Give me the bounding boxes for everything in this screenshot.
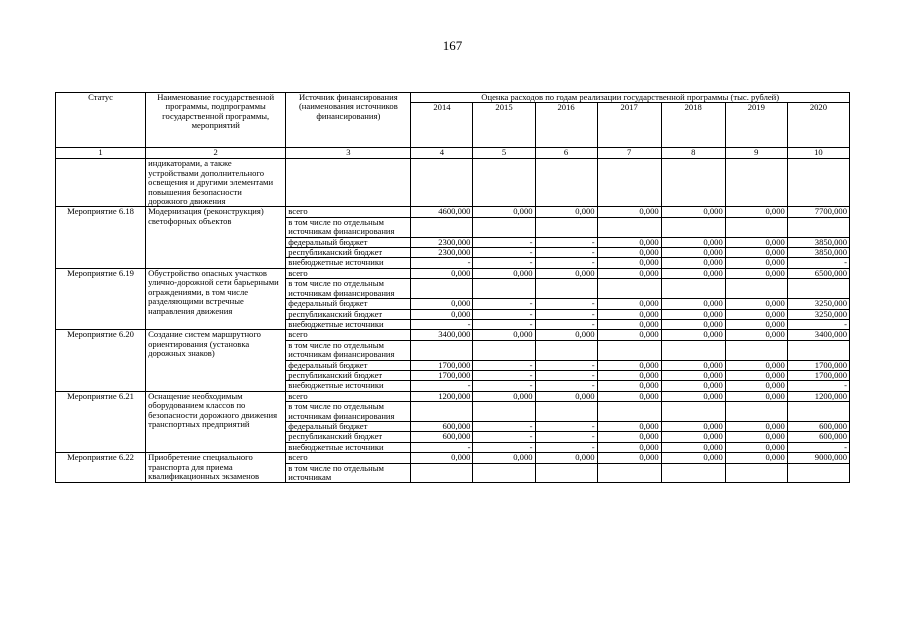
value-cell xyxy=(473,402,535,422)
column-number: 6 xyxy=(535,148,597,159)
event-status: Мероприятие 6.20 xyxy=(56,330,146,391)
value-cell: - xyxy=(473,432,535,442)
value-cell: - xyxy=(473,381,535,391)
value-cell xyxy=(597,217,661,237)
value-cell xyxy=(661,402,725,422)
value-cell: - xyxy=(787,258,849,268)
value-cell: - xyxy=(787,319,849,329)
value-cell: - xyxy=(473,237,535,247)
value-cell: - xyxy=(535,442,597,452)
page-number: 167 xyxy=(442,38,463,53)
year-header: 2016 xyxy=(535,103,597,148)
value-cell: 0,000 xyxy=(597,330,661,340)
event-status: Мероприятие 6.18 xyxy=(56,207,146,268)
value-cell: 0,000 xyxy=(725,381,787,391)
event-status: Мероприятие 6.21 xyxy=(56,391,146,452)
value-cell: 0,000 xyxy=(661,432,725,442)
value-cell xyxy=(535,217,597,237)
funding-source: в том числе по отдельным источникам xyxy=(286,463,411,483)
value-cell xyxy=(725,217,787,237)
year-header: 2014 xyxy=(411,103,473,148)
event-name: Обустройство опасных участков улично-дорожной сети барьерными ограждениями, в том числе разделяющими встречные направления движения xyxy=(146,268,286,329)
value-cell: 0,000 xyxy=(473,453,535,463)
funding-source: федеральный бюджет xyxy=(286,299,411,309)
funding-source: федеральный бюджет xyxy=(286,421,411,431)
header-source: Источник финансирования (наименования источников финансирования) xyxy=(286,93,411,148)
value-cell: - xyxy=(535,248,597,258)
funding-source: всего xyxy=(286,391,411,401)
funding-source: республиканский бюджет xyxy=(286,432,411,442)
value-cell: - xyxy=(473,421,535,431)
value-cell: 0,000 xyxy=(535,453,597,463)
value-cell xyxy=(725,402,787,422)
column-number: 10 xyxy=(787,148,849,159)
value-cell: 0,000 xyxy=(411,268,473,278)
value-cell xyxy=(535,402,597,422)
column-number: 5 xyxy=(473,148,535,159)
value-cell: 1200,000 xyxy=(411,391,473,401)
value-cell: - xyxy=(787,381,849,391)
value-cell xyxy=(411,279,473,299)
value-cell: - xyxy=(473,299,535,309)
value-cell xyxy=(725,463,787,483)
continuation-text: индикаторами, а также устройствами дополнительного освещения и другими элементами повышения безопасности дорожного движения xyxy=(146,159,286,207)
value-cell xyxy=(661,279,725,299)
value-cell: - xyxy=(535,421,597,431)
value-cell: - xyxy=(535,360,597,370)
funding-source: всего xyxy=(286,330,411,340)
table-row xyxy=(56,207,850,217)
column-number: 7 xyxy=(597,148,661,159)
value-cell: - xyxy=(535,309,597,319)
value-cell: 600,000 xyxy=(411,432,473,442)
value-cell xyxy=(787,463,849,483)
value-cell: - xyxy=(535,381,597,391)
funding-source: внебюджетные источники xyxy=(286,319,411,329)
value-cell: - xyxy=(473,258,535,268)
event-status: Мероприятие 6.22 xyxy=(56,453,146,483)
value-cell: 0,000 xyxy=(597,237,661,247)
value-cell: 6500,000 xyxy=(787,268,849,278)
value-cell: 600,000 xyxy=(787,432,849,442)
value-cell: 0,000 xyxy=(661,309,725,319)
value-cell: - xyxy=(411,442,473,452)
value-cell: 0,000 xyxy=(661,381,725,391)
value-cell: - xyxy=(535,258,597,268)
column-number: 2 xyxy=(146,148,286,159)
value-cell: 0,000 xyxy=(661,319,725,329)
value-cell: 0,000 xyxy=(535,207,597,217)
value-cell xyxy=(661,217,725,237)
value-cell: 7700,000 xyxy=(787,207,849,217)
header-name: Наименование государственной программы, подпрограммы государственной программы, мероприятий xyxy=(146,93,286,148)
value-cell: - xyxy=(473,360,535,370)
value-cell: 0,000 xyxy=(597,319,661,329)
column-number: 9 xyxy=(725,148,787,159)
table-row xyxy=(56,330,850,340)
value-cell: 3400,000 xyxy=(787,330,849,340)
value-cell: 0,000 xyxy=(411,309,473,319)
column-number: 3 xyxy=(286,148,411,159)
column-number: 8 xyxy=(661,148,725,159)
funding-source: всего xyxy=(286,207,411,217)
funding-source: федеральный бюджет xyxy=(286,360,411,370)
value-cell: 0,000 xyxy=(597,381,661,391)
funding-source: республиканский бюджет xyxy=(286,248,411,258)
value-cell: 0,000 xyxy=(597,442,661,452)
value-cell xyxy=(411,402,473,422)
funding-source: в том числе по отдельным источникам финансирования xyxy=(286,402,411,422)
value-cell: 0,000 xyxy=(597,432,661,442)
value-cell: 0,000 xyxy=(725,248,787,258)
funding-source: внебюджетные источники xyxy=(286,381,411,391)
value-cell: 0,000 xyxy=(411,453,473,463)
value-cell xyxy=(535,279,597,299)
table-row xyxy=(56,391,850,401)
value-cell: 0,000 xyxy=(725,330,787,340)
value-cell xyxy=(597,402,661,422)
value-cell: - xyxy=(473,442,535,452)
value-cell: 0,000 xyxy=(661,453,725,463)
value-cell xyxy=(725,340,787,360)
value-cell: 0,000 xyxy=(597,258,661,268)
event-name: Создание систем маршрутного ориентирования (установка дорожных знаков) xyxy=(146,330,286,391)
value-cell: 1700,000 xyxy=(787,370,849,380)
value-cell: - xyxy=(473,370,535,380)
value-cell: 0,000 xyxy=(597,453,661,463)
value-cell xyxy=(411,463,473,483)
funding-source: внебюджетные источники xyxy=(286,442,411,452)
funding-source: в том числе по отдельным источникам финансирования xyxy=(286,340,411,360)
value-cell: - xyxy=(535,299,597,309)
value-cell: 0,000 xyxy=(725,360,787,370)
value-cell xyxy=(535,463,597,483)
value-cell xyxy=(787,340,849,360)
header-status: Статус xyxy=(56,93,146,148)
value-cell: 0,000 xyxy=(661,391,725,401)
value-cell: 3850,000 xyxy=(787,237,849,247)
continuation-row xyxy=(56,159,850,207)
value-cell: 0,000 xyxy=(661,248,725,258)
funding-source: республиканский бюджет xyxy=(286,370,411,380)
budget-table xyxy=(55,92,850,483)
value-cell: 0,000 xyxy=(473,207,535,217)
value-cell: 0,000 xyxy=(535,391,597,401)
value-cell xyxy=(535,340,597,360)
value-cell: 0,000 xyxy=(725,309,787,319)
value-cell: - xyxy=(787,442,849,452)
value-cell: - xyxy=(411,381,473,391)
value-cell: 600,000 xyxy=(411,421,473,431)
value-cell: 0,000 xyxy=(597,370,661,380)
value-cell xyxy=(661,463,725,483)
value-cell xyxy=(473,217,535,237)
value-cell: 0,000 xyxy=(725,391,787,401)
value-cell: 0,000 xyxy=(661,421,725,431)
event-name: Модернизация (реконструкция) светофорных объектов xyxy=(146,207,286,268)
value-cell: 0,000 xyxy=(725,268,787,278)
table-row xyxy=(56,453,850,463)
value-cell: 0,000 xyxy=(597,207,661,217)
funding-source: всего xyxy=(286,453,411,463)
value-cell: 1200,000 xyxy=(787,391,849,401)
event-name: Приобретение специального транспорта для приема квалификационных экзаменов xyxy=(146,453,286,483)
value-cell: 0,000 xyxy=(597,360,661,370)
value-cell: 0,000 xyxy=(411,299,473,309)
value-cell: - xyxy=(535,370,597,380)
value-cell xyxy=(597,279,661,299)
value-cell: 3400,000 xyxy=(411,330,473,340)
header-estimate: Оценка расходов по годам реализации государственной программы (тыс. рублей) xyxy=(411,93,850,103)
value-cell: 3850,000 xyxy=(787,248,849,258)
value-cell: 0,000 xyxy=(725,442,787,452)
value-cell xyxy=(473,340,535,360)
value-cell: 0,000 xyxy=(661,299,725,309)
year-header: 2019 xyxy=(725,103,787,148)
value-cell xyxy=(787,402,849,422)
value-cell: 0,000 xyxy=(661,370,725,380)
value-cell: 2300,000 xyxy=(411,248,473,258)
value-cell: 3250,000 xyxy=(787,309,849,319)
event-status: Мероприятие 6.19 xyxy=(56,268,146,329)
value-cell: 0,000 xyxy=(725,432,787,442)
value-cell xyxy=(597,463,661,483)
value-cell: 0,000 xyxy=(597,309,661,319)
value-cell: 0,000 xyxy=(535,330,597,340)
value-cell: 0,000 xyxy=(725,370,787,380)
value-cell: 0,000 xyxy=(725,421,787,431)
value-cell: 0,000 xyxy=(597,248,661,258)
value-cell xyxy=(473,463,535,483)
value-cell: 3250,000 xyxy=(787,299,849,309)
value-cell xyxy=(411,217,473,237)
value-cell: 0,000 xyxy=(661,268,725,278)
value-cell xyxy=(411,340,473,360)
value-cell: 2300,000 xyxy=(411,237,473,247)
value-cell: 0,000 xyxy=(597,268,661,278)
value-cell: 4600,000 xyxy=(411,207,473,217)
funding-source: республиканский бюджет xyxy=(286,309,411,319)
value-cell: 0,000 xyxy=(473,330,535,340)
value-cell xyxy=(661,340,725,360)
column-number: 4 xyxy=(411,148,473,159)
value-cell: - xyxy=(535,237,597,247)
value-cell: 0,000 xyxy=(661,207,725,217)
value-cell: 0,000 xyxy=(661,360,725,370)
year-header: 2020 xyxy=(787,103,849,148)
value-cell: 0,000 xyxy=(597,421,661,431)
value-cell: 1700,000 xyxy=(787,360,849,370)
value-cell: 0,000 xyxy=(725,237,787,247)
value-cell: 0,000 xyxy=(725,453,787,463)
value-cell: 1700,000 xyxy=(411,360,473,370)
value-cell: - xyxy=(473,319,535,329)
funding-source: внебюджетные источники xyxy=(286,258,411,268)
value-cell xyxy=(787,279,849,299)
event-name: Оснащение необходимым оборудованием классов по безопасности дорожного движения транспортных предприятий xyxy=(146,391,286,452)
year-header: 2018 xyxy=(661,103,725,148)
value-cell xyxy=(725,279,787,299)
value-cell: 0,000 xyxy=(473,391,535,401)
value-cell: 0,000 xyxy=(597,299,661,309)
funding-source: федеральный бюджет xyxy=(286,237,411,247)
value-cell: - xyxy=(411,258,473,268)
value-cell: 0,000 xyxy=(725,258,787,268)
value-cell: - xyxy=(535,432,597,442)
funding-source: в том числе по отдельным источникам финансирования xyxy=(286,279,411,299)
value-cell: 9000,000 xyxy=(787,453,849,463)
year-header: 2015 xyxy=(473,103,535,148)
funding-source: всего xyxy=(286,268,411,278)
value-cell: 0,000 xyxy=(535,268,597,278)
value-cell: 600,000 xyxy=(787,421,849,431)
value-cell: 0,000 xyxy=(661,258,725,268)
column-number: 1 xyxy=(56,148,146,159)
year-header: 2017 xyxy=(597,103,661,148)
value-cell: 0,000 xyxy=(725,207,787,217)
value-cell: 0,000 xyxy=(725,299,787,309)
value-cell: 1700,000 xyxy=(411,370,473,380)
value-cell: - xyxy=(473,248,535,258)
value-cell: 0,000 xyxy=(661,237,725,247)
value-cell xyxy=(597,340,661,360)
value-cell xyxy=(473,279,535,299)
value-cell: - xyxy=(535,319,597,329)
value-cell: 0,000 xyxy=(661,442,725,452)
table-row xyxy=(56,268,850,278)
funding-source: в том числе по отдельным источникам финансирования xyxy=(286,217,411,237)
value-cell: 0,000 xyxy=(473,268,535,278)
value-cell: 0,000 xyxy=(725,319,787,329)
value-cell xyxy=(787,217,849,237)
value-cell: - xyxy=(473,309,535,319)
value-cell: 0,000 xyxy=(597,391,661,401)
value-cell: - xyxy=(411,319,473,329)
value-cell: 0,000 xyxy=(661,330,725,340)
